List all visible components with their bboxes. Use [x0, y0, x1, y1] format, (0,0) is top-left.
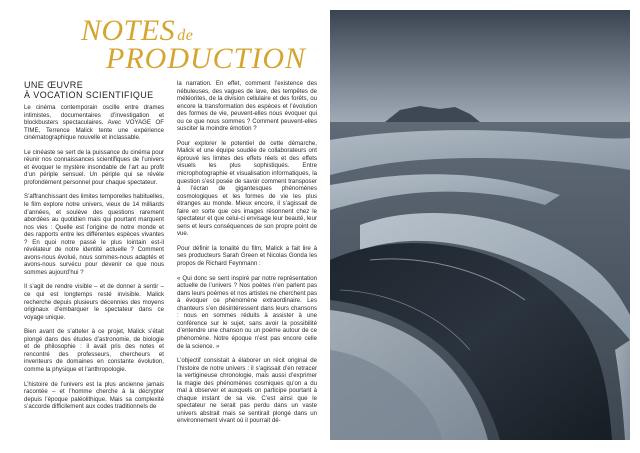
- paragraph: la narration. En effet, comment l’existence des nébuleuses, des vagues de lave, des tempêtes de météorites, de la division cellulaire et des forêts, ou encore la transformation des espèces et l’évolution des formes de vie, peuvent-elles nous évoquer qui ou ce que nous sommes ? Comment peuvent-elles susciter la moindre émotion ?: [177, 80, 317, 133]
- title-line-2: PRODUCTION: [106, 42, 307, 75]
- text-column-1: [24, 80, 164, 418]
- section-heading: [24, 80, 164, 100]
- title-de: de: [177, 27, 194, 44]
- paragraph: L’objectif consistait à élaborer un récit original de l’histoire de notre univers : il s’agissait d’en retracer la vertigineuse chronologie, mais aussi d’exprimer la magie des phénomènes cosmiques qu’on a du mal à observer et auxquels on participe pourtant à chaque instant de sa vie. C’est ainsi que le spectateur ne serait pas perdu dans un vaste univers abstrait mais se sentirait plongé dans un environnement vivant où il pourrait dé-: [177, 357, 317, 425]
- paragraph: Il s’agit de rendre visible – et de donner à sentir – ce qui est longtemps resté invisible. Malick recherche depuis plusieurs décennies des moyens originaux d’embarquer le spectateur dans ce voyage unique.: [24, 283, 164, 321]
- paragraph: S’affranchissant des limites temporelles habituelles, le film explore notre univers, vieux de 14 milliards d’années, et soulève des questions rarement abordées au quotidien mais qui pourtant marquent nos vies : Quelle est l’origine de notre monde et des rapports entre les différentes espèces vivantes ? En quoi notre passé le plus lointain est-il révélateur de notre identité actuelle ? Comment avons-nous évolué, nous sommes-nous adaptés et avons-nous survécu pour devenir ce que nous sommes aujourd’hui ?: [24, 193, 164, 276]
- paragraph: L’histoire de l’univers est la plus ancienne jamais racontée – et l’homme cherche à la décrypter depuis l’époque paléolithique. Mais sa complexité s’accorde difficilement aux codes traditionnels de: [24, 380, 164, 411]
- paragraph: Le cinéma contemporain oscille entre drames intimistes, documentaires d’investigation et blockbusters spectaculaires. Avec VOYAGE OF TIME, Terrence Malick tente une expérience cinématographique nouvelle et inclassable.: [24, 104, 164, 142]
- heading-line-1: UNE ŒUVRE: [24, 80, 84, 90]
- heading-line-2: À VOCATION SCIENTIFIQUE: [24, 90, 154, 100]
- landscape-photo: [330, 10, 630, 440]
- paragraph: Pour explorer le potentiel de cette démarche, Malick et une équipe soudée de collaborateurs ont éprouvé les limites des effets réels et des effets visuels les plus sophistiqués. Entre microphotographie et visualisation informatiques, la question s’est posée de savoir comment transposer à l’écran de gigantesques phénomènes cosmologiques et les formes de vie les plus étranges au monde. Mieux encore, il s’agissait de faire en sorte que ces images résonnent chez le spectateur et que celui-ci envisage leur beauté, leur sens et leurs conséquences de son propre point de vue.: [177, 139, 317, 238]
- text-column-2: [177, 80, 317, 432]
- paragraph: Pour définir la tonalité du film, Malick a fait lire à ses producteurs Sarah Green et Nicolas Gonda les propos de Richard Feynmann :: [177, 244, 317, 268]
- paragraph: Le cinéaste se sert de la puissance du cinéma pour réunir nos connaissances scientifiques de l’univers et évoquer le mystère insondable de l’art au profit d’un périple sensuel. Un périple qui se révèle profondément personnel pour chaque spectateur.: [24, 148, 164, 186]
- page-title: [80, 16, 320, 74]
- paragraph: Bien avant de s’atteler à ce projet, Malick s’était plongé dans des études d’astronomie, de biologie et de philosophie : il avait pris des notes et rencontré des professeurs, chercheurs et inventeurs de domaines en constante évolution, comme la physique et l’anthropologie.: [24, 328, 164, 373]
- quote-paragraph: « Qui donc se sent inspiré par notre représentation actuelle de l’univers ? Nos poètes n’en parlent pas dans leurs poèmes et nos artistes ne cherchent pas à évoquer ce phénomène extraordinaire. Les chanteurs s’en désintéressent dans leurs chansons : nous en sommes réduits à assister à une conférence sur le sujet, sans avoir la possibilité d’entendre une chanson ou un poème autour de ce phénomène. Notre époque n’est pas encore celle de la science. »: [177, 274, 317, 350]
- river-delta-image: [330, 10, 630, 440]
- title-line-1: NOTES de: [81, 14, 194, 47]
